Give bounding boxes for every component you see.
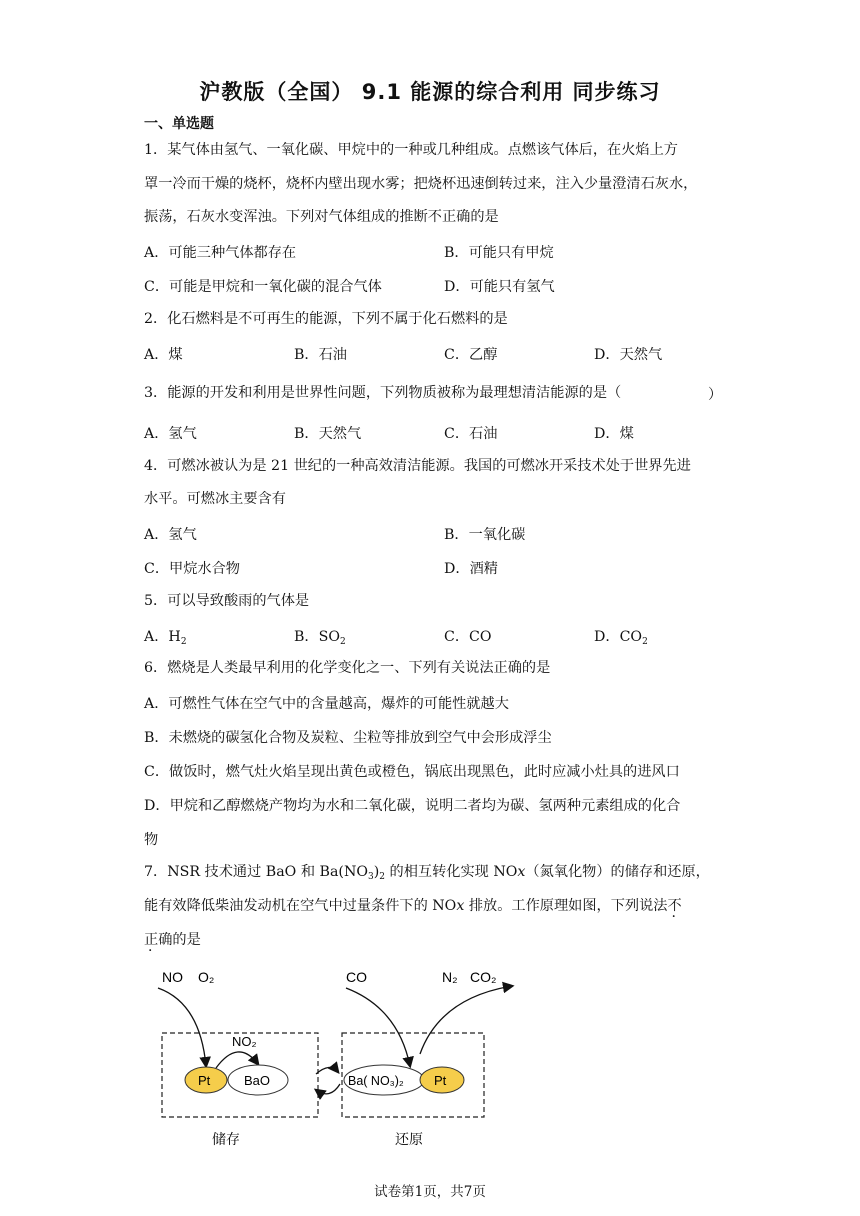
q1-option-a[interactable]: A．可能三种气体都存在: [144, 245, 297, 261]
page-footer: 试卷第1页，共7页: [374, 1184, 486, 1200]
q7-stem-line-3: 正确的是: [144, 932, 201, 948]
q2-option-a[interactable]: A．煤: [144, 347, 183, 363]
q3-option-c[interactable]: C．石油: [444, 426, 498, 442]
q7-stem-line-2: 能有效降低柴油发动机在空气中过量条件下的 NOx 排放。工作原理如图，下列说法不: [144, 898, 682, 914]
co-label: CO: [346, 969, 367, 985]
q1-option-c[interactable]: C．可能是甲烷和一氧化碳的混合气体: [144, 279, 382, 295]
q4-option-a[interactable]: A．氢气: [144, 527, 197, 543]
q1-stem-line-3: 振荡，石灰水变浑浊。下列对气体组成的推断不正确的是: [144, 209, 499, 225]
q3-stem: 3．能源的开发和利用是世界性问题，下列物质被称为最理想清洁能源的是（: [144, 385, 622, 401]
no2-label: NO₂: [232, 1034, 257, 1049]
q4-stem-line-2: 水平。可燃冰主要含有: [144, 491, 286, 507]
co2-label: CO₂: [470, 969, 497, 985]
exchange-arrow-down: [316, 1084, 340, 1094]
q1-option-b[interactable]: B．可能只有甲烷: [444, 245, 554, 261]
q4-option-d[interactable]: D．酒精: [444, 561, 498, 577]
q6-option-a[interactable]: A．可燃性气体在空气中的含量越高，爆炸的可能性就越大: [144, 696, 509, 712]
q4-option-c[interactable]: C．甲烷水合物: [144, 561, 240, 577]
no-o2-arrow: [158, 988, 206, 1066]
q2-option-c[interactable]: C．乙醇: [444, 347, 498, 363]
co-arrow: [346, 988, 410, 1066]
q3-option-b[interactable]: B．天然气: [294, 426, 362, 442]
bao-label: BaO: [244, 1073, 271, 1088]
q1-stem-line-1: 1．某气体由氢气、一氧化碳、甲烷中的一种或几种组成。点燃该气体后，在火焰上方: [144, 142, 678, 158]
q3-answer-bracket-close: ）: [708, 387, 723, 403]
n2-label: N₂: [442, 969, 458, 985]
q6-stem: 6．燃烧是人类最早利用的化学变化之一、下列有关说法正确的是: [144, 660, 551, 676]
exchange-arrow-up: [316, 1067, 338, 1074]
q7-stem-line-1: 7．NSR 技术通过 BaO 和 $Ba(NO_3)_2$ 的相互转化实现 NOx（氮氧化物）的储存和还原，: [144, 864, 710, 882]
q6-option-d-continued: 物: [144, 832, 159, 848]
q5-option-a[interactable]: A．$H_2$: [144, 629, 187, 647]
nsr-mechanism-diagram: [140, 958, 540, 1153]
pt-label-reduction: Pt: [434, 1073, 447, 1088]
o2-label: O₂: [198, 969, 215, 985]
q6-option-c[interactable]: C．做饭时，燃气灶火焰呈现出黄色或橙色，锅底出现黑色，此时应减小灶具的进风口: [144, 764, 680, 780]
q3-option-a[interactable]: A．氢气: [144, 426, 197, 442]
q2-option-b[interactable]: B．石油: [294, 347, 347, 363]
q5-option-b[interactable]: B．$SO_2$: [294, 629, 346, 647]
pt-label-storage: Pt: [198, 1073, 211, 1088]
q5-option-c[interactable]: C．CO: [444, 629, 492, 645]
q1-stem-line-2: 罩一冷而干燥的烧杯，烧杯内壁出现水雾；把烧杯迅速倒转过来，注入少量澄清石灰水，: [144, 176, 698, 192]
no-label: NO: [162, 969, 183, 985]
emphasis-char-zheng: 正: [144, 932, 159, 948]
n2-co2-arrow: [420, 986, 512, 1054]
q4-stem-line-1: 4．可燃冰被认为是 21 世纪的一种高效清洁能源。我国的可燃冰开采技术处于世界先进: [144, 458, 691, 474]
q6-option-d[interactable]: D．甲烷和乙醇燃烧产物均为水和二氧化碳，说明二者均为碳、氢两种元素组成的化合: [144, 798, 681, 814]
emphasis-char-bu: 不: [667, 898, 682, 914]
storage-caption: 储存: [212, 1131, 240, 1147]
page-title: 沪教版（全国） 9.1 能源的综合利用 同步练习: [199, 80, 661, 104]
q4-option-b[interactable]: B．一氧化碳: [444, 527, 526, 543]
banitrate-label: Ba( NO₃)₂: [348, 1074, 404, 1088]
q2-stem: 2．化石燃料是不可再生的能源，下列不属于化石燃料的是: [144, 311, 508, 327]
q1-option-d[interactable]: D．可能只有氢气: [444, 279, 555, 295]
q5-stem: 5．可以导致酸雨的气体是: [144, 593, 310, 609]
q2-option-d[interactable]: D．天然气: [594, 347, 663, 363]
q5-option-d[interactable]: D．$CO_2$: [594, 629, 648, 647]
q3-option-d[interactable]: D．煤: [594, 426, 634, 442]
q6-option-b[interactable]: B．未燃烧的碳氢化合物及炭粒、尘粒等排放到空气中会形成浮尘: [144, 730, 552, 746]
section-heading: 一、单选题: [144, 116, 214, 132]
reduction-caption: 还原: [395, 1131, 423, 1147]
